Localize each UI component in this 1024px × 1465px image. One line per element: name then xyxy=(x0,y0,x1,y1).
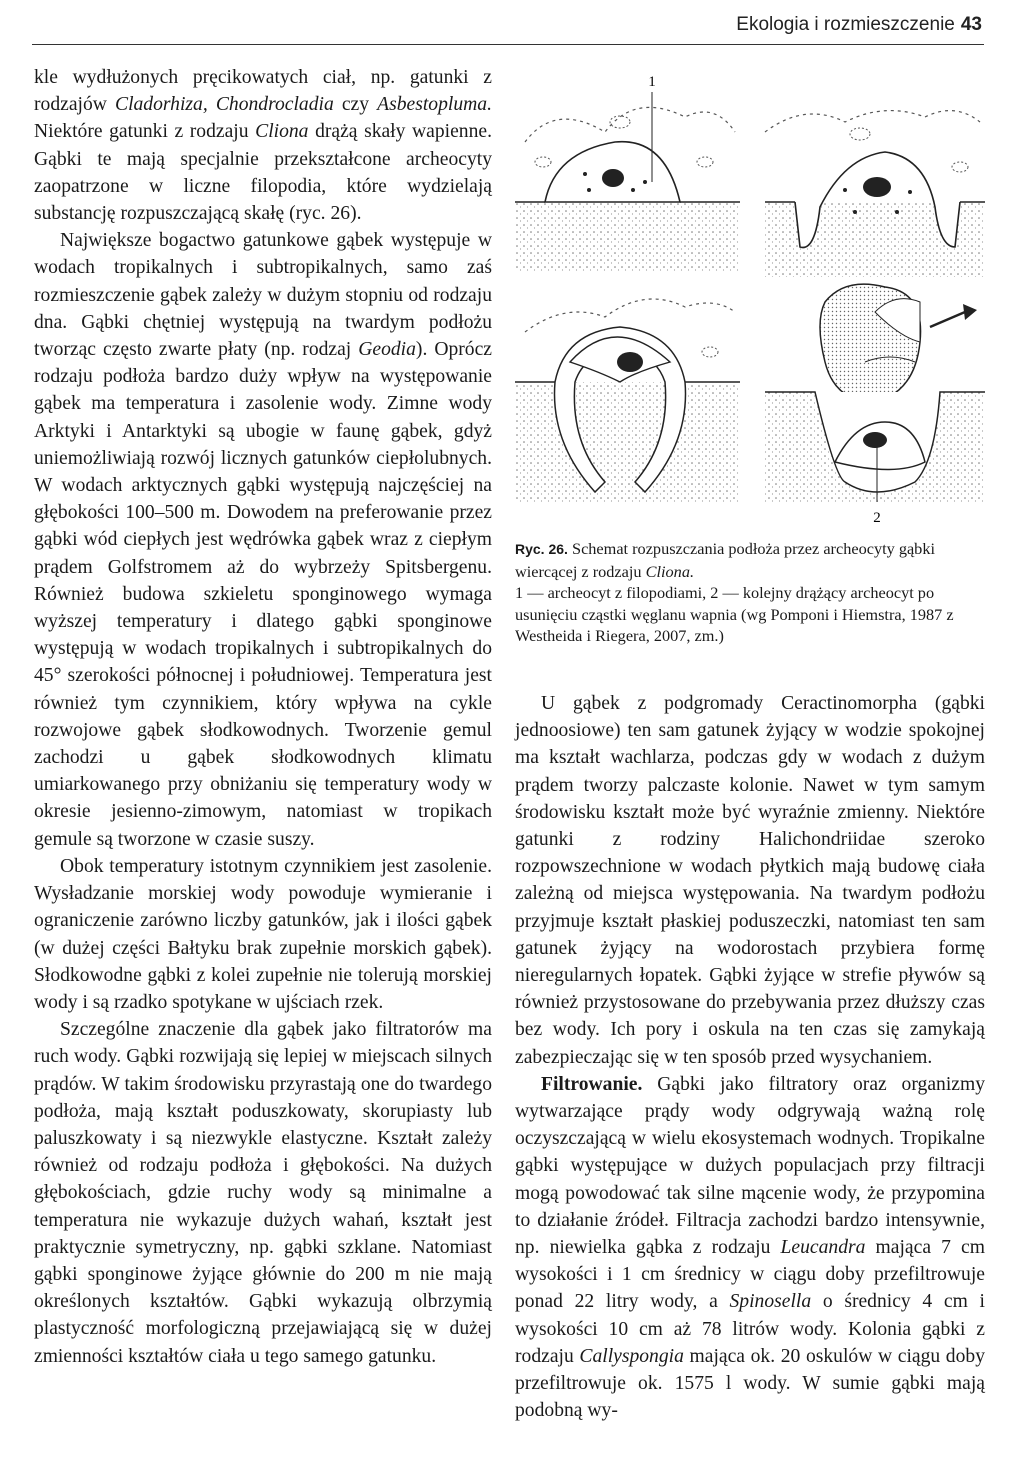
figure-cliona-diagram xyxy=(515,62,985,532)
paragraph: kle wydłużonych pręcikowatych ciał, np. gatunki z rodzajów Cladorhiza, Chondrocladia czy Asbestopluma. Niektóre gatunki z rodzaju Cliona drążą skały wapienne. Gąbki te mają specjalnie przekształcone archeocyty zaopatrzone w liczne filopodia, które wydzielają substancję rozpuszczającą skałę (ryc. 26). xyxy=(34,67,492,225)
panel-1 xyxy=(515,92,740,272)
panel-2 xyxy=(765,111,985,277)
figure-label-1: 1 xyxy=(648,74,656,90)
paragraph: Największe bogactwo gatunkowe gąbek występuje w wodach tropikalnych i subtropikalnych, samo zaś rozmieszczenie gąbek zależy w dużym stopniu od rodzaju dna. Gąbki chętniej występują na twardym podłożu tworząc często zwarte płaty (np. rodzaj Geodia). Oprócz rodzaju podłoża bardzo duży wpływ na występowanie gąbek ma temperatura i zasolenie wody. Zimne wody Arktyki i Antarktyki są ubogie w faunę gąbek, gdyż uniemożliwiają rozwój licznych gatunków ciepłolubnych. W wodach arktycznych gąbki występują najczęściej na głębokości 100–500 m. Dowodem na preferowanie przez gąbki wód ciepłych jest wędrówka gąbek wraz z ciepłym prądem Golfstromem aż do wybrzeży Spitsbergenu. Również budowa szkieletu sponginowego wymaga wyższej temperatury i dlatego gąbki sponginowe występują w wodach tropikalnych i subtropikalnych do 45° szerokości północnej i południowej. Temperatura jest również tym czynnikiem, który wpływa na cykle rozwojowe gąbek słodkowodnych. Tworzenie gemul zachodzi u gąbek słodkowodnych klimatu umiarkowanego przy obniżaniu się temperatury wody w okresie jesienno-zimowym, natomiast w tropikach gemule są tworzone w czasie suszy. xyxy=(34,230,492,850)
figure-label-2: 2 xyxy=(873,510,881,526)
right-column xyxy=(515,690,985,1424)
section-title: Ekologia i rozmieszczenie xyxy=(736,14,955,35)
figure-illustration xyxy=(515,62,985,532)
page-number: 43 xyxy=(960,14,982,35)
section-heading: Filtrowanie. xyxy=(541,1073,643,1095)
paragraph: Obok temperatury istotnym czynnikiem jest zasolenie. Wysładzanie morskiej wody powoduje wymieranie i ograniczenie zarówno liczby gatunków, jak i ilości gąbek (w dużej części Bałtyku brak zupełnie morskich gąbek). Słodkowodne gąbki z kolei zupełnie nie tolerują morskiej wody i są rzadko spotykane w ujściach rzek. xyxy=(34,855,492,1013)
figure-caption: Ryc. 26. Schemat rozpuszczania podłoża przez archeocyty gąbki wiercącej z rodzaju Cliona. 1 — archeocyt z filopodiami, 2 — kolejny drążący archeocyt po usunięciu cząstki węglanu wapnia (wg Pomponi i Hiemstra, 1987 z Westheida i Riegera, 2007, zm.) xyxy=(515,539,954,646)
paragraph: U gąbek z podgromady Ceractinomorpha (gąbki jednoosiowe) ten sam gatunek żyjący w wodzie spokojnej ma kształt wachlarza, podczas gdy w wodach z dużym prądem tworzy palczaste kolonie. Nawet w tym samym środowisku kształt może być wyraźnie zmienny. Niektóre gatunki z rodziny Halichondriidae szeroko rozpowszechnione w wodach płytkich mają budowę ciała zależną od miejsca występowania. Na twardym podłożu przyjmuje kształt płaskiej poduszeczki, natomiast ten sam gatunek żyjący na wodorostach przybiera formę nieregularnych łopatek. Gąbki żyjące w strefie pływów są również przystosowane do przebywania przez dłuższy czas bez wody. Ich pory i oskula na ten czas się zamykają zabezpieczając się w ten sposób przed wysychaniem. xyxy=(515,693,985,1068)
panel-3 xyxy=(515,299,740,502)
paragraph: Filtrowanie. Gąbki jako filtratory oraz organizmy wytwarzające prądy wody odgrywają ważną rolę oczyszczającą w wielu ekosystemach wodnych. Tropikalne gąbki występujące w dużych populacjach przy filtracji mogą powodować tak silne mącenie wody, że przypomina to działanie źródeł. Filtracja zachodzi bardzo intensywnie, np. niewielka gąbka z rodzaju Leucandra mająca 7 cm wysokości i 1 cm średnicy w ciągu doby przefiltrowuje ponad 22 litry wody, a Spinosella o średnicy 4 cm i wysokości 10 cm aż 78 litrów wody. Kolonia gąbki z rodzaju Callyspongia mająca ok. 20 oskulów w ciągu doby przefiltrowuje ok. 1575 l wody. W sumie gąbki mają podobną wy- xyxy=(515,1073,985,1422)
caption-number: Ryc. 26. xyxy=(515,541,568,557)
running-header xyxy=(736,14,982,36)
header-rule xyxy=(32,44,984,45)
left-column xyxy=(34,64,492,1370)
panel-4 xyxy=(765,284,985,502)
paragraph: Szczególne znaczenie dla gąbek jako filtratorów ma ruch wody. Gąbki rozwijają się lepiej w miejscach silnych prądów. W takim środowisku przyrastają one do twardego podłoża, mają kształt poduszkowaty, skorupiasty lub paluszkowaty i są niezwykle elastyczne. Kształt zależy również od rodzaju podłoża i głębokości. Na dużych głębokościach, gdzie ruchy wody są minimalne a temperatura nie wykazuje dużych wahań, kształt jest praktycznie symetryczny, np. gąbki szklane. Natomiast gąbki sponginowe żyjące głównie do 200 m nie mają określonych kształtów. Gąbki wykazują olbrzymią plastyczność morfologiczną przejawiającą się w dużej zmienności kształtów ciała u tego samego gatunku. xyxy=(34,1019,492,1367)
